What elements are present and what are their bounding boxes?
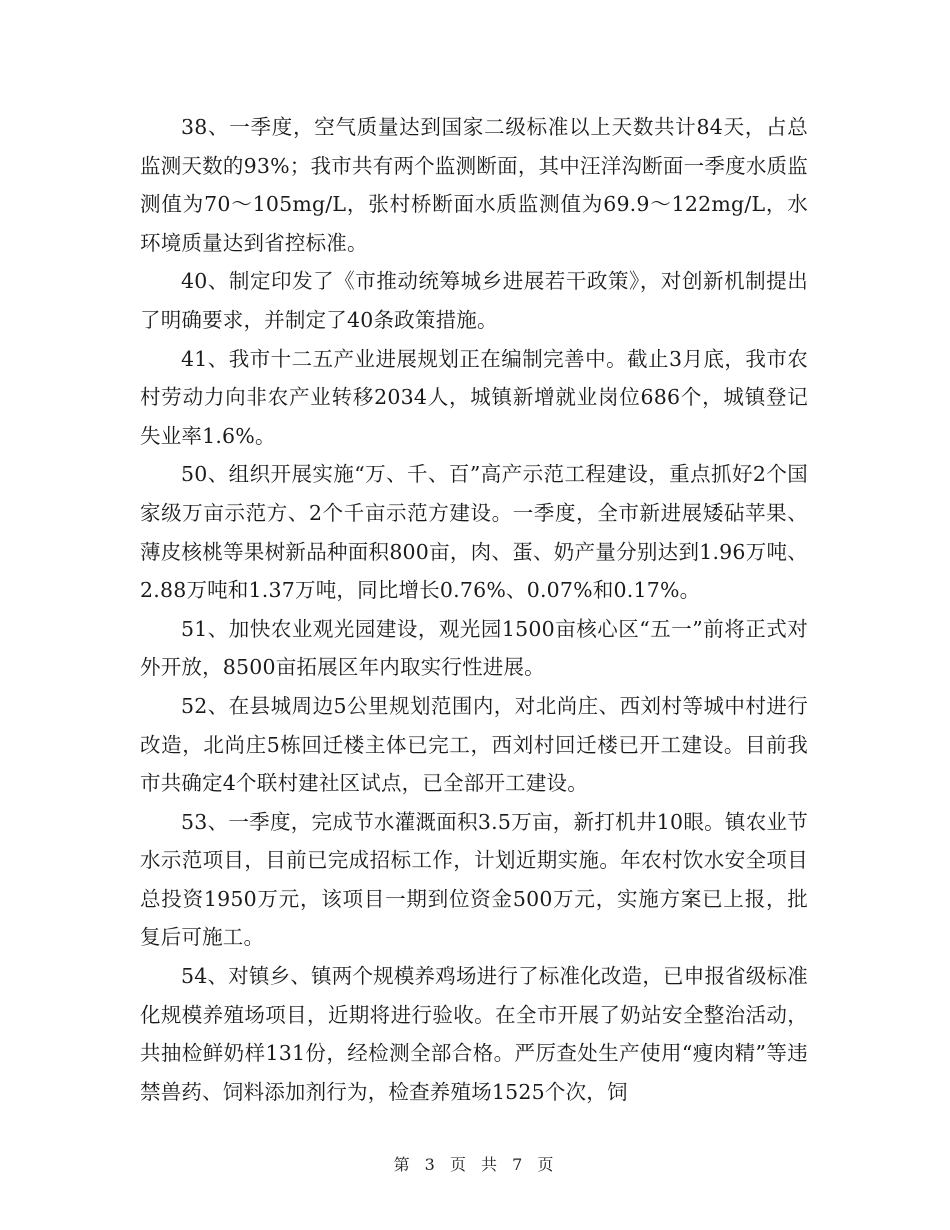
paragraph-38: 38、一季度，空气质量达到国家二级标准以上天数共计84天，占总监测天数的93%；我市共有两个监测断面，其中汪洋沟断面一季度水质监测值为70～105mg/L，张村桥断面水质监测值为69.9～122mg/L，水环境质量达到省控标准。 xyxy=(140,115,808,255)
paragraph-52: 52、在县城周边5公里规划范围内，对北尚庄、西刘村等城中村进行改造，北尚庄5栋回迁楼主体已完工，西刘村回迁楼已开工建设。目前我市共确定4个联村建社区试点，已全部开工建设。 xyxy=(140,693,808,796)
paragraph-53: 53、一季度，完成节水灌溉面积3.5万亩，新打机井10眼。镇农业节水示范项目，目前已完成招标工作，计划近期实施。年农村饮水安全项目总投资1950万元，该项目一期到位资金500万元，实施方案已上报，批复后可施工。 xyxy=(140,809,808,950)
paragraph-51: 51、加快农业观光园建设，观光园1500亩核心区“五一”前将正式对外开放，8500亩拓展区年内取实行性进展。 xyxy=(140,616,808,680)
paragraph-41: 41、我市十二五产业进展规划正在编制完善中。截止3月底，我市农村劳动力向非农产业转移2034人，城镇新增就业岗位686个，城镇登记失业率1.6%。 xyxy=(140,346,808,448)
document-body xyxy=(140,108,808,1111)
paragraph-54: 54、对镇乡、镇两个规模养鸡场进行了标准化改造，已申报省级标准化规模养殖场项目，近期将进行验收。在全市开展了奶站安全整治活动，共抽检鲜奶样131份，经检测全部合格。严厉查处生产使用“瘦肉精”等违禁兽药、饲料添加剂行为，检查养殖场1525个次，饲 xyxy=(140,964,808,1104)
paragraph-50: 50、组织开展实施“万、千、百”高产示范工程建设，重点抓好2个国家级万亩示范方、2个千亩示范方建设。一季度，全市新进展矮砧苹果、薄皮核桃等果树新品种面积800亩，肉、蛋、奶产量分别达到1.96万吨、2.88万吨和1.37万吨，同比增长0.76%、0.07%和0.17%。 xyxy=(140,462,808,603)
page-number-footer: 第 3 页 共 7 页 xyxy=(393,1155,557,1174)
paragraph-40: 40、制定印发了《市推动统筹城乡进展若干政策》，对创新机制提出了明确要求，并制定了40条政策措施。 xyxy=(140,269,808,332)
